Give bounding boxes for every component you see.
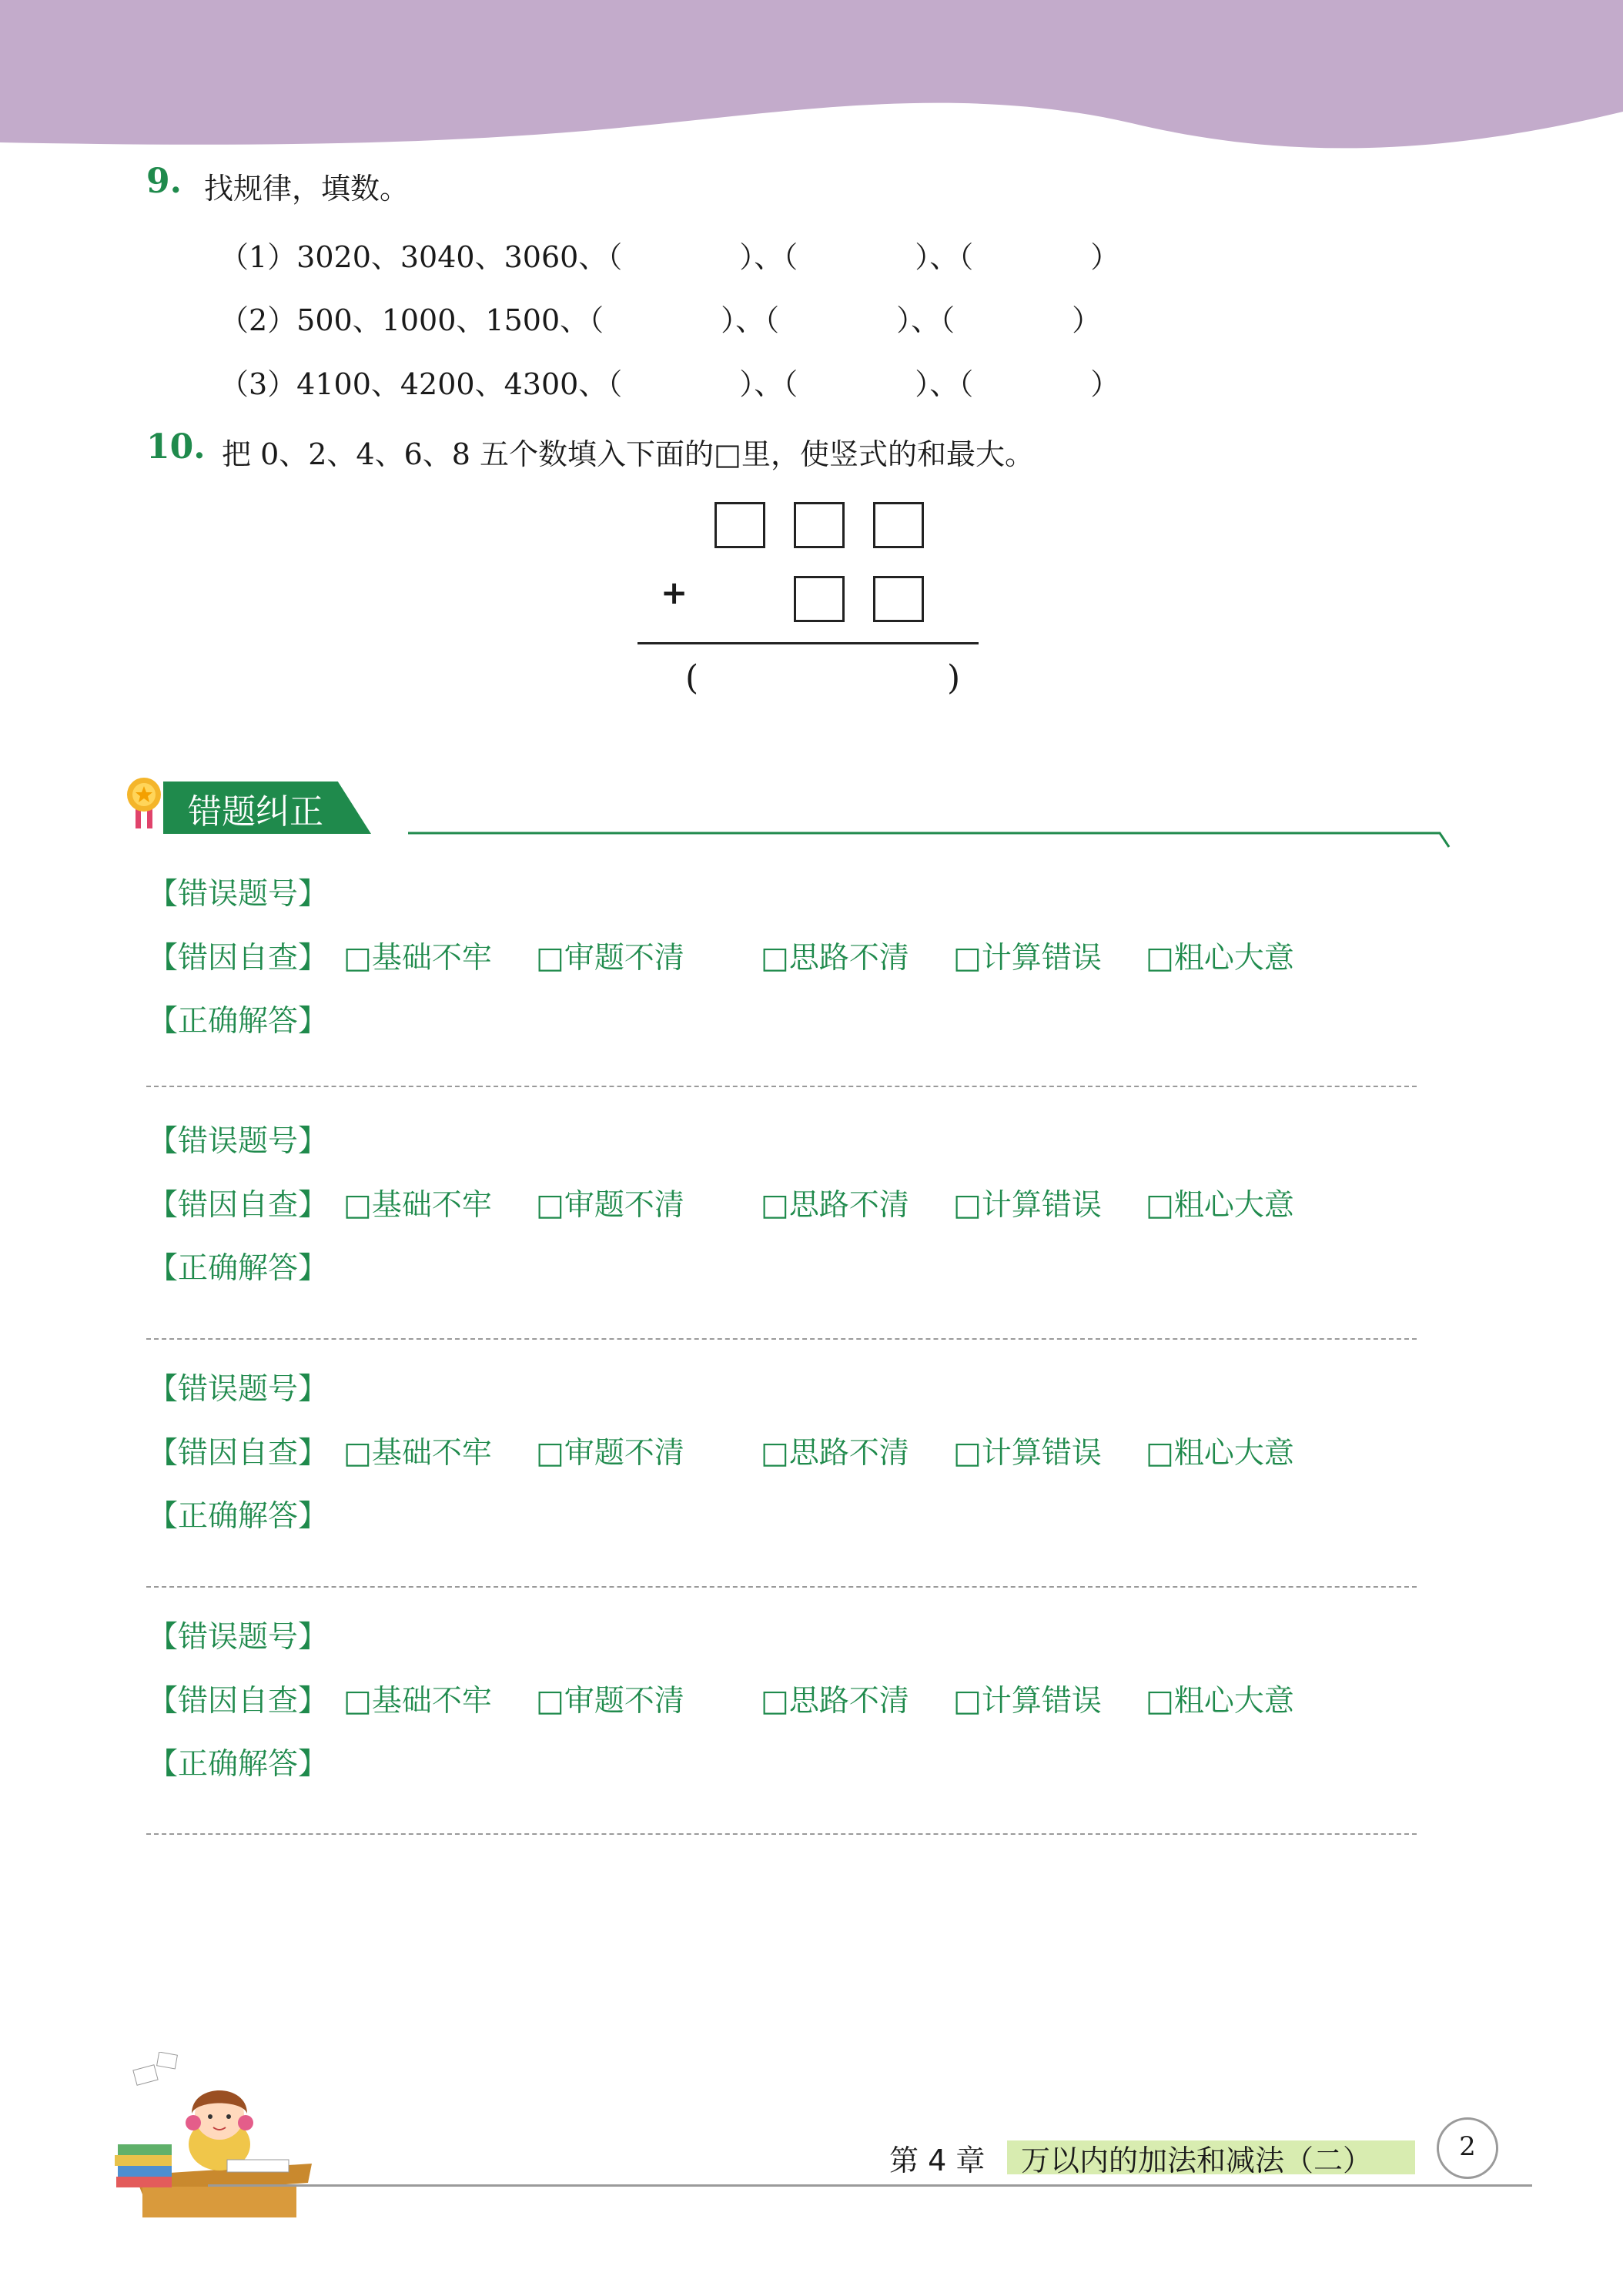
question-text: 把 0、2、4、6、8 五个数填入下面的□里，使竖式的和最大。 <box>222 437 1034 471</box>
digit-box[interactable] <box>714 502 765 548</box>
header-wave <box>0 0 1623 154</box>
section-rule <box>408 825 1455 853</box>
digit-box[interactable] <box>794 576 845 622</box>
sequence-row: （2）500、1000、1500、（ ）、（ ）、（ ） <box>219 303 1102 337</box>
sum-line <box>637 642 979 644</box>
digit-box[interactable] <box>873 576 924 622</box>
chapter-title: 万以内的加法和减法（二） <box>1021 2144 1373 2177</box>
question-number: 9. <box>146 162 182 201</box>
cause-option-careless[interactable]: □粗心大意 <box>1146 1684 1294 1719</box>
cause-option-calculation[interactable]: □计算错误 <box>953 1188 1102 1223</box>
cause-option-foundation[interactable]: □基础不牢 <box>343 1436 492 1471</box>
cause-option-unclear-thinking[interactable]: □思路不清 <box>761 1684 909 1719</box>
error-number-label: 【错误题号】 <box>148 1124 329 1159</box>
dashed-divider <box>146 1338 1417 1340</box>
page-number: 2 <box>1459 2131 1476 2162</box>
sequence-row: （1）3020、3040、3060、（ ）、（ ）、（ ） <box>219 240 1120 274</box>
footer-line <box>208 2184 1532 2187</box>
cause-option-misread[interactable]: □审题不清 <box>536 1436 684 1471</box>
result-open-paren: ( <box>685 658 699 698</box>
student-illustration <box>112 2052 320 2221</box>
cause-option-calculation[interactable]: □计算错误 <box>953 1436 1102 1471</box>
error-number-label: 【错误题号】 <box>148 877 329 912</box>
digit-box[interactable] <box>794 502 845 548</box>
correct-answer-label: 【正确解答】 <box>148 1251 329 1286</box>
error-cause-label: 【错因自查】 <box>148 1188 329 1223</box>
chapter-label: 第 4 章 <box>889 2144 986 2177</box>
sequence-row: （3）4100、4200、4300、（ ）、（ ）、（ ） <box>219 367 1120 401</box>
cause-option-careless[interactable]: □粗心大意 <box>1146 1188 1294 1223</box>
error-cause-label: 【错因自查】 <box>148 1684 329 1719</box>
cause-option-foundation[interactable]: □基础不牢 <box>343 1684 492 1719</box>
question-text: 找规律，填数。 <box>204 172 410 206</box>
dashed-divider <box>146 1086 1417 1087</box>
result-close-paren: ) <box>947 658 961 698</box>
cause-option-calculation[interactable]: □计算错误 <box>953 941 1102 976</box>
error-number-label: 【错误题号】 <box>148 1620 329 1655</box>
cause-option-careless[interactable]: □粗心大意 <box>1146 1436 1294 1471</box>
correct-answer-label: 【正确解答】 <box>148 1499 329 1534</box>
plus-sign: + <box>661 574 688 611</box>
section-title: 错题纠正 <box>188 792 323 832</box>
cause-option-misread[interactable]: □审题不清 <box>536 1684 684 1719</box>
correct-answer-label: 【正确解答】 <box>148 1747 329 1782</box>
cause-option-unclear-thinking[interactable]: □思路不清 <box>761 941 909 976</box>
cause-option-calculation[interactable]: □计算错误 <box>953 1684 1102 1719</box>
cause-option-unclear-thinking[interactable]: □思路不清 <box>761 1188 909 1223</box>
cause-option-foundation[interactable]: □基础不牢 <box>343 941 492 976</box>
cause-option-misread[interactable]: □审题不清 <box>536 941 684 976</box>
medal-icon <box>125 776 163 832</box>
cause-option-careless[interactable]: □粗心大意 <box>1146 941 1294 976</box>
dashed-divider <box>146 1833 1417 1835</box>
cause-option-foundation[interactable]: □基础不牢 <box>343 1188 492 1223</box>
error-number-label: 【错误题号】 <box>148 1372 329 1407</box>
error-cause-label: 【错因自查】 <box>148 941 329 976</box>
cause-option-unclear-thinking[interactable]: □思路不清 <box>761 1436 909 1471</box>
dashed-divider <box>146 1586 1417 1588</box>
correct-answer-label: 【正确解答】 <box>148 1004 329 1039</box>
digit-box[interactable] <box>873 502 924 548</box>
question-number: 10. <box>146 427 206 467</box>
error-cause-label: 【错因自查】 <box>148 1436 329 1471</box>
cause-option-misread[interactable]: □审题不清 <box>536 1188 684 1223</box>
